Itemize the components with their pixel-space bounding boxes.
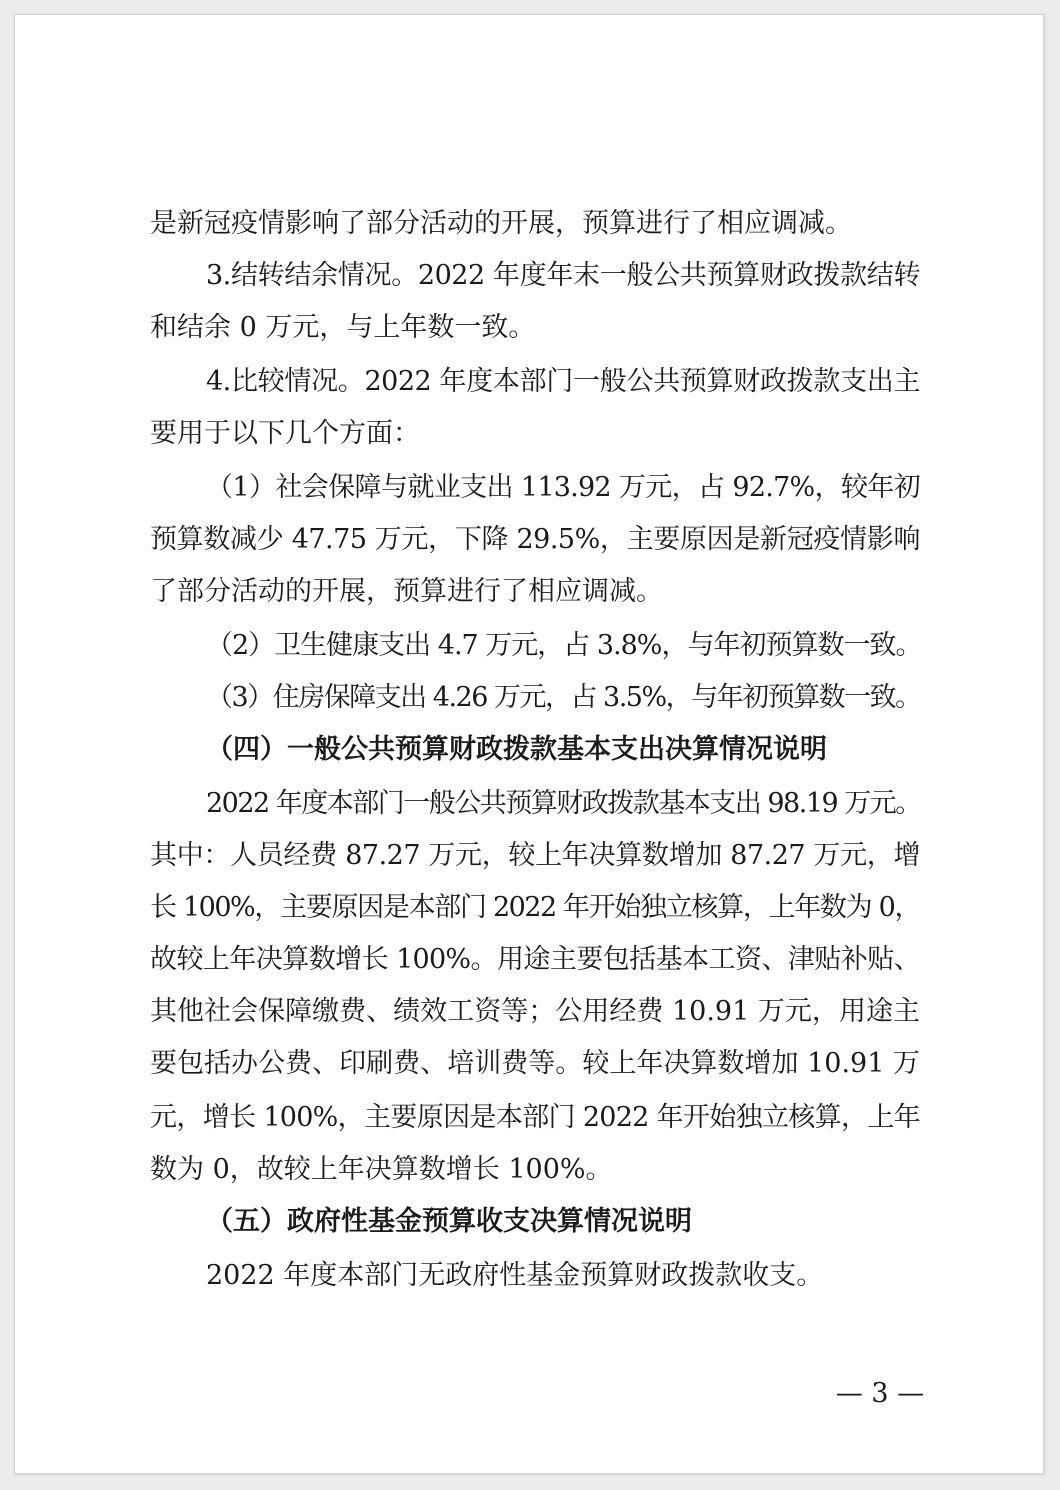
paragraph-line-17: 要包括办公费、印刷费、培训费等。较上年决算数增加 10.91 万 [150,1048,920,1079]
paragraph-line-19: 数为 0，故较上年决算数增长 100%。 [150,1154,613,1185]
paragraph-line-5: 要用于以下几个方面： [150,418,420,449]
paragraph-line-1: 是新冠疫情影响了部分活动的开展，预算进行了相应调减。 [150,208,852,239]
section-heading-4: （四）一般公共预算财政拨款基本支出决算情况说明 [206,734,827,765]
paragraph-line-15: 故较上年决算数增长 100%。用途主要包括基本工资、津贴补贴、 [150,944,920,975]
paragraph-line-6: （1）社会保障与就业支出 113.92 万元，占 92.7%，较年初 [206,472,920,503]
paragraph-line-8: 了部分活动的开展，预算进行了相应调减。 [150,576,663,607]
paragraph-line-7: 预算数减少 47.75 万元，下降 29.5%，主要原因是新冠疫情影响 [150,524,920,555]
paragraph-line-13: 其中：人员经费 87.27 万元，较上年决算数增加 87.27 万元，增 [150,840,920,871]
page-number: — 3 — [835,1378,925,1409]
paragraph-line-16: 其他社会保障缴费、绩效工资等；公用经费 10.91 万元，用途主 [150,996,920,1027]
paragraph-line-9: （2）卫生健康支出 4.7 万元，占 3.8%，与年初预算数一致。 [206,630,922,661]
paragraph-line-21: 2022 年度本部门无政府性基金预算财政拨款收支。 [206,1260,824,1291]
paragraph-line-18: 元，增长 100%，主要原因是本部门 2022 年开始独立核算，上年 [150,1102,920,1133]
paragraph-line-2: 3.结转结余情况。2022 年度年末一般公共预算财政拨款结转 [206,260,920,291]
paragraph-line-4: 4.比较情况。2022 年度本部门一般公共预算财政拨款支出主 [206,366,920,397]
section-heading-5: （五）政府性基金预算收支决算情况说明 [206,1206,692,1237]
paragraph-line-14: 长 100%，主要原因是本部门 2022 年开始独立核算，上年数为 0， [150,892,920,923]
paragraph-line-10: （3）住房保障支出 4.26 万元，占 3.5%，与年初预算数一致。 [206,682,921,713]
paragraph-line-12: 2022 年度本部门一般公共预算财政拨款基本支出 98.19 万元。 [206,788,921,819]
paragraph-line-3: 和结余 0 万元，与上年数一致。 [150,312,536,343]
